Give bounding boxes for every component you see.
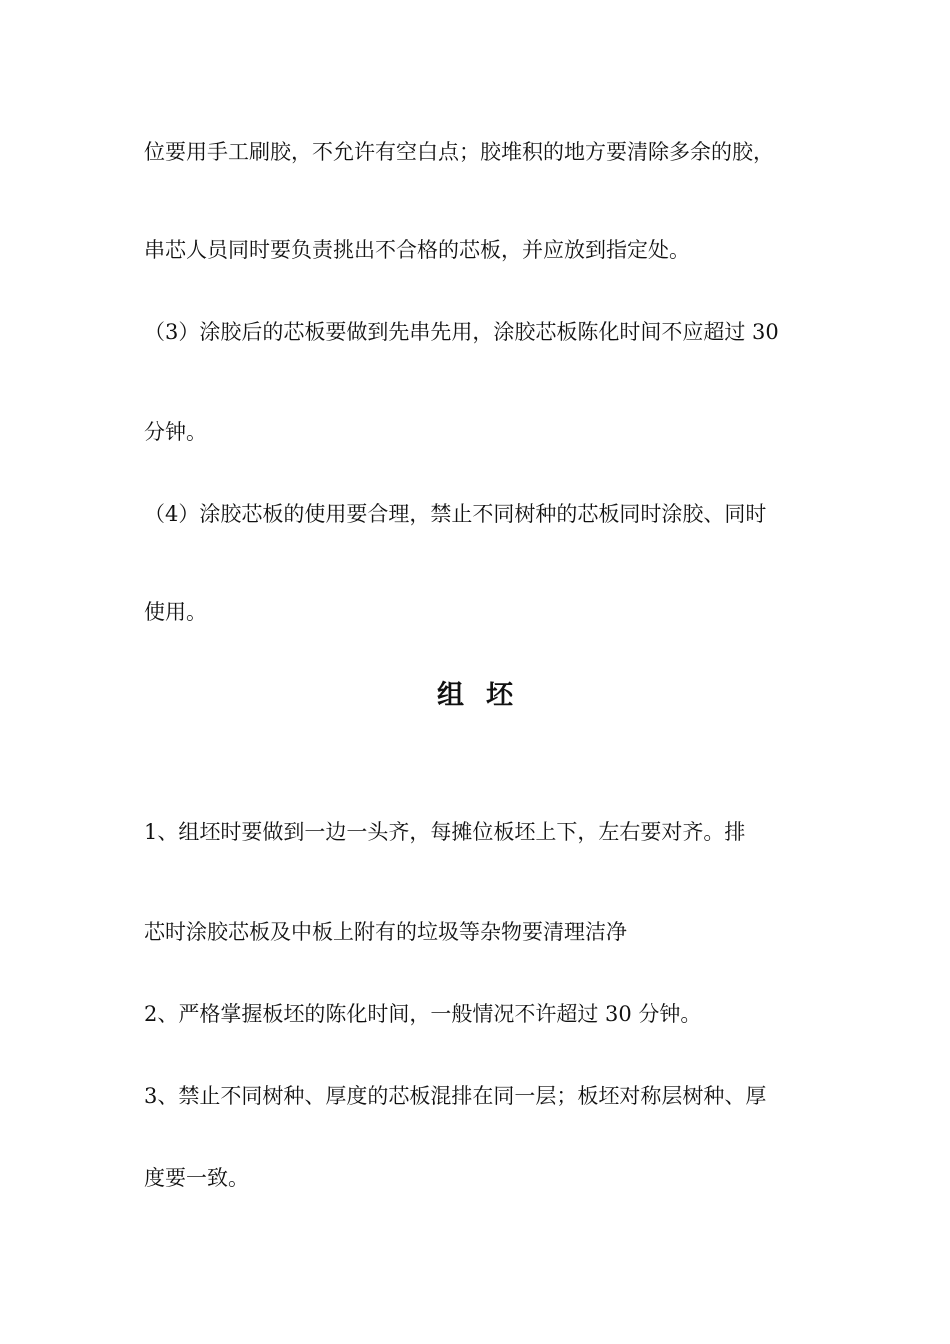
paragraph-line: 2、严格掌握板坯的陈化时间，一般情况不许超过 30 分钟。 xyxy=(144,1002,702,1026)
paragraph-line: （4）涂胶芯板的使用要合理，禁止不同树种的芯板同时涂胶、同时 xyxy=(144,502,767,526)
paragraph-line: （3）涂胶后的芯板要做到先串先用，涂胶芯板陈化时间不应超过 30 xyxy=(144,320,779,344)
paragraph-line: 使用。 xyxy=(144,600,207,624)
paragraph-line: 串芯人员同时要负责挑出不合格的芯板，并应放到指定处。 xyxy=(144,238,690,262)
paragraph-line: 位要用手工刷胶，不允许有空白点；胶堆积的地方要清除多余的胶， xyxy=(144,140,774,164)
paragraph-line: 分钟。 xyxy=(144,420,207,444)
paragraph-line: 3、禁止不同树种、厚度的芯板混排在同一层；板坯对称层树种、厚 xyxy=(144,1084,767,1108)
paragraph-line: 芯时涂胶芯板及中板上附有的垃圾等杂物要清理洁净 xyxy=(144,920,627,944)
section-heading: 组坯 xyxy=(437,680,535,711)
paragraph-line: 度要一致。 xyxy=(144,1166,249,1190)
paragraph-line: 1、组坯时要做到一边一头齐，每摊位板坯上下，左右要对齐。排 xyxy=(144,820,746,844)
